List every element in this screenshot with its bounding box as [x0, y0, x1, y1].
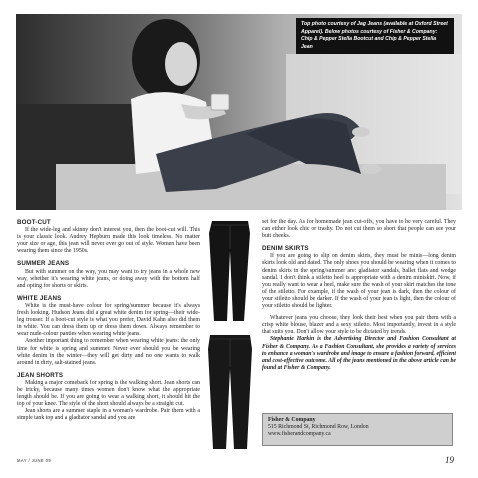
section-heading: DENIM SKIRTS: [262, 245, 309, 253]
paragraph: Jean shorts are a summer staple in a woman's wardrobe. Pair them with a simple tank top and a gladiator sandal and you are: [17, 408, 200, 422]
paragraph: Whatever jeans you choose, they look their best when you pair them with a crisp white blouse, blazer and a sexy stiletto. Most importantly, invest in a style that suits you. Don't allow your style to be dictated by trends.: [262, 315, 456, 336]
paragraph: If you are going to slip on denim skirts, they must be minis—long denim skirts look old and dated. The only shoes you should be wearing when it comes to denim skirts in the spring/summer are: gladiator sandals, ballet flats and wedge sandal. I don't think a stiletto heel is appropriate with a denim miniskirt. Now, if you really want to wear a heel, make sure the wash of your skirt matches the tone of the stiletto. For example, if the wash of your jean is dark, then the colour of your stiletto should be darker. If the wash of your jean is light, then the colour of your stiletto should be lighter.: [262, 253, 456, 310]
store-name: Fisher & Company: [268, 417, 316, 423]
paragraph: Making a major comeback for spring is the walking short. Jean shorts can be tricky, because many times women don't know what the appropriate length should be. If you are going to wear a walking short, it should hit the top of your knee. The style of the short should always be a straight cut.: [17, 379, 200, 408]
paragraph: If the wide-leg and skinny don't interest you, then the boot-cut will. This is your classic look. Audrey Hepburn made this look timeless. No matter your size or age, this jean will never ever go out of style. Women have been wearing them since the 1950s.: [17, 227, 200, 255]
hero-photo: [16, 14, 462, 210]
photo-caption: Top photo courtesy of Jag Jeans (available at Oxford Street Apparel). Below photos courtesy of Fisher & Company: Chip & Pepper Stella Bootcut and Chip & Pepper Stella Jean: [296, 18, 454, 54]
paragraph: White is the must-have colour for spring/summer because it's always fresh looking. Hudson Jeans did a great white denim for spring—their wide-leg trouser. If a boot-cut style is what you prefer, David Kahn also did them in white. You can dress them up or dress them down. Always remember to wear nude-colour panties when wearing white jeans.: [17, 302, 200, 338]
paragraph: set for the day. As for homemade jean cut-offs, you have to be very careful. They can either look chic or trashy. Do not cut them so short that people can see your butt cheeks.: [262, 219, 456, 240]
author-bio: Stephanie Harkin is the Advertising Director and Fashion Consultant at Fisher & Company. As a Fashion Consultant, she provides a variety of services to enhance a woman's wardrobe and image to ensure a fashion forward, efficient and cost-effective outcome. All of the jeans mentioned in the above article can be found at Fisher & Company.: [262, 336, 456, 371]
straight-jeans-image: [200, 333, 260, 451]
article-column-right: [262, 219, 456, 372]
bootcut-jeans-image: [200, 219, 260, 323]
section-heading: JEAN SHORTS: [17, 371, 64, 379]
paragraph: Another important thing to remember when wearing white jeans: the only time for white is spring and summer. Never ever should you be wearing white denim in the winter—they will get dirty and no one wants to walk around in dirty, salt-stained jeans.: [17, 338, 200, 366]
article-column-left: [17, 219, 200, 422]
page-number: 19: [445, 455, 454, 465]
paragraph: But with summer on the way, you may want to try jeans in a whole new way, whether it's wearing white jeans, or doing away with the bottom half and opting for shorts or skirts.: [17, 268, 200, 289]
section-heading: BOOT-CUT: [17, 219, 51, 226]
store-info-box: [262, 413, 453, 446]
section-heading: SUMMER JEANS: [17, 260, 70, 268]
section-heading: WHITE JEANS: [17, 294, 62, 302]
issue-label: MAY / JUNE 09: [17, 458, 52, 463]
store-address: 515 Richmond St, Richmond Row, London: [268, 424, 369, 430]
store-website-link[interactable]: www.fisherandcompany.ca: [268, 431, 331, 437]
